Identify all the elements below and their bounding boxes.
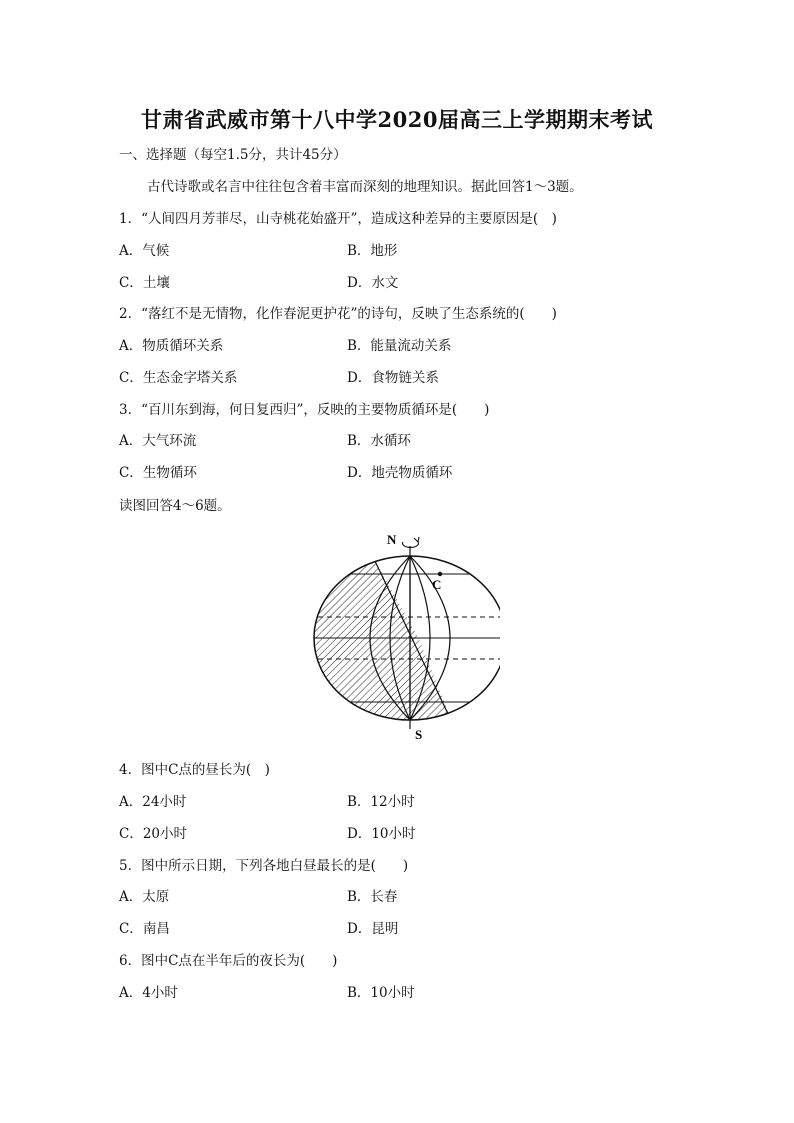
question-2-option-d: D．食物链关系 (347, 370, 439, 386)
question-1-option-c: C．土壤 (119, 275, 170, 291)
question-3-option-a: A．大气环流 (119, 433, 197, 449)
question-6-stem: 6．图中C点在半年后的夜长为( ) (119, 953, 338, 969)
question-3-option-c: C．生物循环 (119, 465, 197, 481)
point-c-marker (438, 572, 442, 576)
question-5-option-b: B．长春 (347, 889, 398, 905)
question-4-option-c: C．20小时 (119, 826, 188, 842)
question-4-option-b: B．12小时 (347, 794, 415, 810)
question-1-option-a: A．气候 (119, 243, 170, 259)
question-6-option-a: A．4小时 (119, 985, 178, 1001)
south-pole-label: S (415, 727, 423, 742)
question-1-option-b: B．地形 (347, 243, 398, 259)
section-heading: 一、选择题（每空1.5分，共计45分） (119, 147, 347, 163)
question-4-option-d: D．10小时 (347, 826, 416, 842)
question-2-option-c: C．生态金字塔关系 (119, 370, 238, 386)
rotation-arrowhead-icon (414, 537, 419, 542)
question-2-option-a: A．物质循环关系 (119, 338, 224, 354)
globe-svg (300, 526, 500, 746)
question-6-option-b: B．10小时 (347, 985, 415, 1001)
question-4-option-a: A．24小时 (119, 794, 187, 810)
question-1-option-d: D．水文 (347, 275, 399, 291)
question-3-option-b: B．水循环 (347, 433, 411, 449)
question-5-option-a: A．太原 (119, 889, 170, 905)
question-5-option-c: C．南昌 (119, 921, 170, 937)
intro-text-1: 古代诗歌或名言中往往包含着丰富而深刻的地理知识。据此回答1～3题。 (147, 179, 583, 195)
question-5-option-d: D．昆明 (347, 921, 399, 937)
question-2-stem: 2．“落红不是无情物，化作春泥更护花”的诗句，反映了生态系统的( ) (119, 306, 557, 322)
night-region (300, 526, 450, 746)
question-2-option-b: B．能量流动关系 (347, 338, 452, 354)
exam-title: 甘肃省武威市第十八中学2020届高三上学期期末考试 (141, 107, 653, 132)
north-pole-label: N (387, 532, 397, 547)
question-4-stem: 4．图中C点的昼长为( ) (119, 762, 270, 778)
point-c-label: C (432, 577, 442, 592)
intro-text-2: 读图回答4～6题。 (119, 498, 231, 514)
question-1-stem: 1．“人间四月芳菲尽，山寺桃花始盛开”，造成这种差异的主要原因是( ) (119, 211, 557, 227)
globe-diagram (300, 526, 500, 750)
question-3-option-d: D．地壳物质循环 (347, 465, 453, 481)
question-3-stem: 3．“百川东到海，何日复西归”，反映的主要物质循环是( ) (119, 402, 490, 418)
question-5-stem: 5．图中所示日期，下列各地白昼最长的是( ) (119, 858, 409, 874)
